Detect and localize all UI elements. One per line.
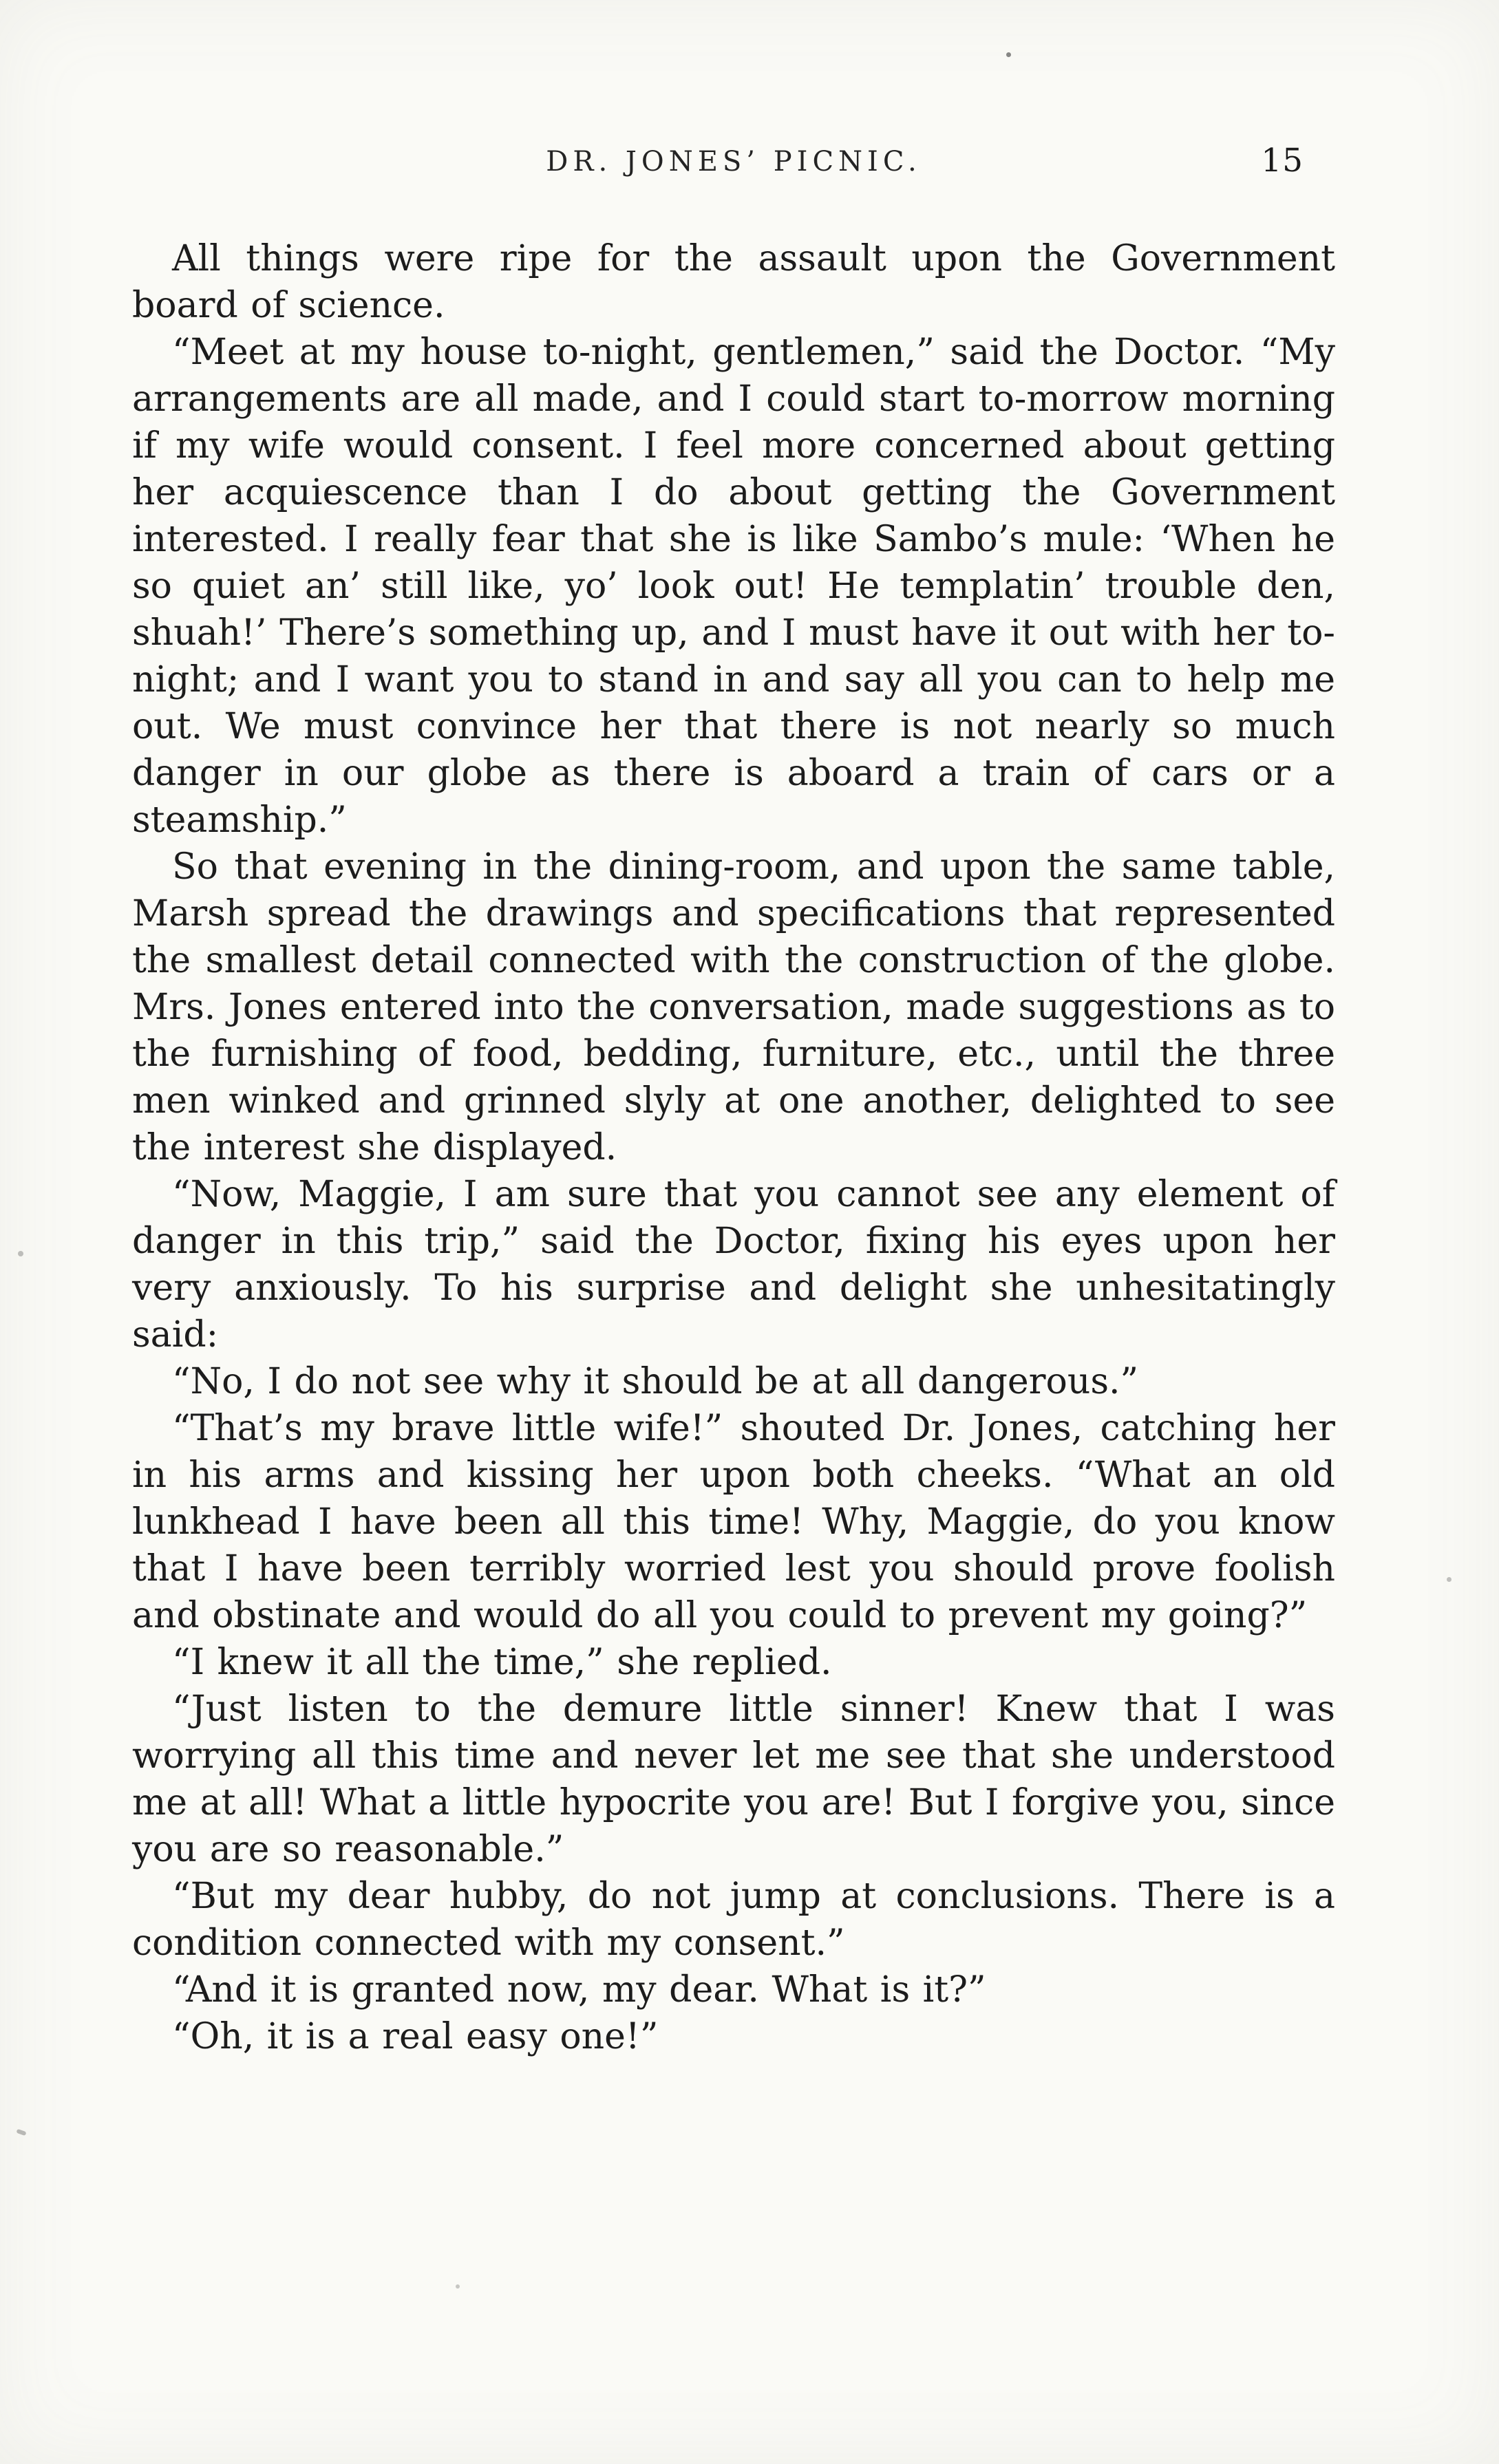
paragraph: “Oh, it is a real easy one!”	[172, 2016, 659, 2057]
paragraph: All things were ripe for the assault upon the Government board of science.	[132, 238, 1335, 326]
running-title: DR. JONES’ PICNIC.	[546, 146, 922, 178]
paragraph: “And it is granted now, my dear. What is it?”	[172, 1969, 986, 2011]
paragraph: So that evening in the dining-room, and upon the same table, Marsh spread the drawings and specifications that represented the smallest detail connected with the construction of the globe. Mrs. Jones entered into the conversation, made suggestions as to the furnishing of food, bedding, furniture, etc., until the three men winked and grinned slyly at one another, delighted to see the interest she displayed.	[132, 846, 1335, 1168]
page-body	[132, 235, 1335, 2060]
scan-speck	[1006, 52, 1011, 57]
scan-speck	[16, 2129, 26, 2136]
scan-speck	[1447, 1577, 1452, 1582]
paragraph: “Now, Maggie, I am sure that you cannot see any element of danger in this trip,” said the Doctor, fixing his eyes upon her very anxiously. To his surprise and delight she unhesitatingly said:	[132, 1174, 1335, 1356]
scan-speck	[18, 1251, 23, 1256]
paragraph: “I knew it all the time,” she replied.	[172, 1642, 832, 1683]
page-header	[132, 142, 1335, 187]
paragraph: “Just listen to the demure little sinner! Knew that I was worrying all this time and never let me see that she understood me at all! What a little hypocrite you are! But I forgive you, since you are so reasonable.”	[132, 1689, 1335, 1870]
page-number: 15	[1261, 142, 1304, 180]
paragraph: “No, I do not see why it should be at all dangerous.”	[172, 1361, 1139, 1402]
scan-speck	[456, 2284, 460, 2289]
paragraph: “That’s my brave little wife!” shouted Dr. Jones, catching her in his arms and kissing her upon both cheeks. “What an old lunkhead I have been all this time! Why, Maggie, do you know that I have been terribly worried lest you should prove foolish and obstinate and would do all you could to prevent my going?”	[132, 1408, 1335, 1636]
paragraph: “Meet at my house to-night, gentlemen,” said the Doctor. “My arrangements are all made, and I could start to-morrow morning if my wife would consent. I feel more concerned about getting her acquiescence than I do about getting the Government interested. I really fear that she is like Sambo’s mule: ‘When he so quiet an’ still like, yo’ look out! He templatin’ trouble den, shuah!’ There’s something up, and I must have it out with her to-night; and I want you to stand in and say all you can to help me out. We must convince her that there is not nearly so much danger in our globe as there is aboard a train of cars or a steamship.”	[132, 332, 1335, 841]
paragraph: “But my dear hubby, do not jump at conclusions. There is a condition connected with my consent.”	[132, 1876, 1335, 1964]
